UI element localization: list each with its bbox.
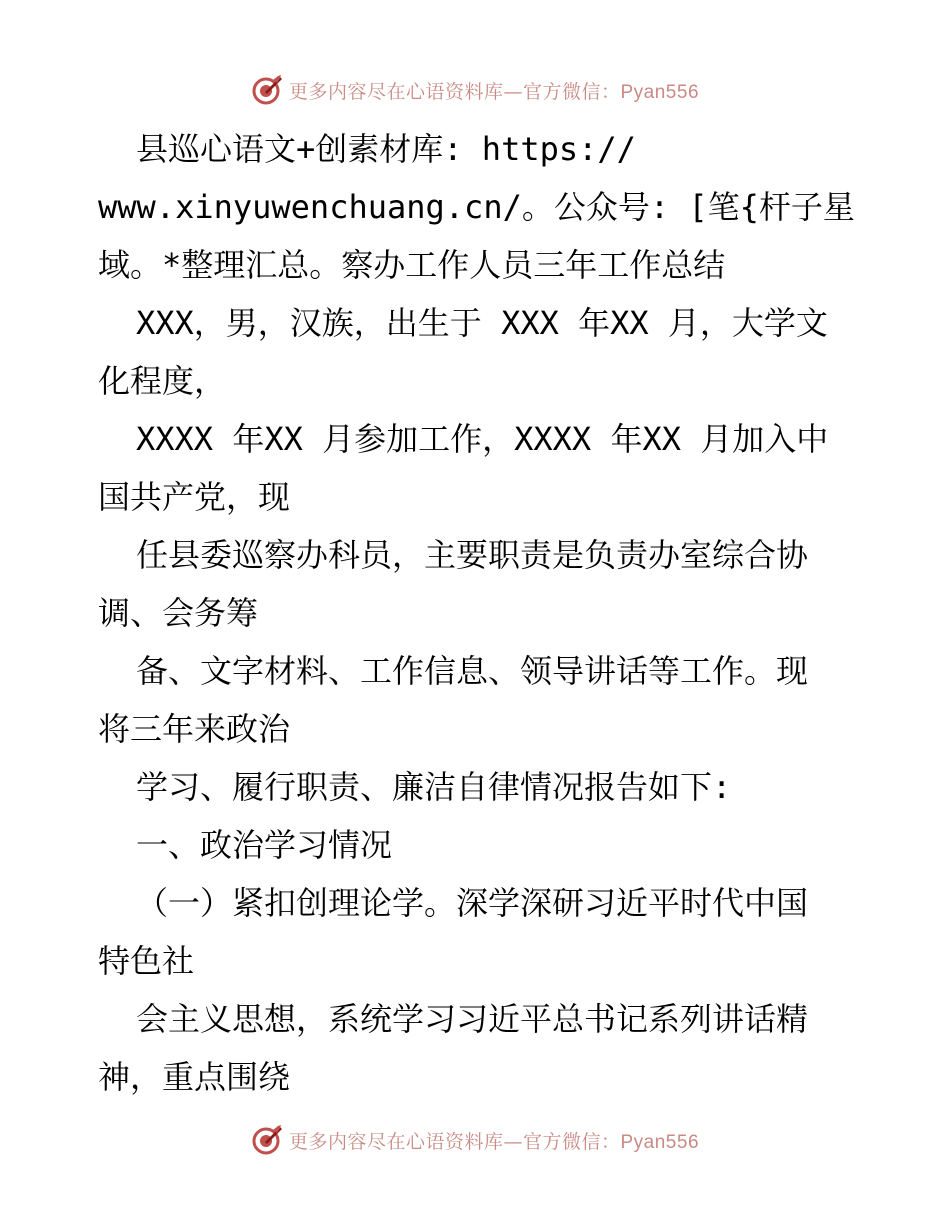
quill-logo-icon xyxy=(251,74,283,106)
document-body xyxy=(98,120,858,1106)
text-line: www.xinyuwenchuang.cn/。公众号: [笔{杆子星 xyxy=(98,188,855,226)
text-line: 备、文字材料、工作信息、领导讲话等工作。现 xyxy=(136,652,809,690)
wechat-id: Pyan556 xyxy=(620,81,700,103)
text-line: 特色社 xyxy=(98,942,195,980)
text-line: 国共产党，现 xyxy=(98,478,291,516)
text-line: 学习、履行职责、廉洁自律情况报告如下: xyxy=(136,768,732,806)
wechat-id: Pyan556 xyxy=(620,1131,700,1153)
footer-banner xyxy=(0,1120,950,1160)
text-line: 域。*整理汇总。察办工作人员三年工作总结 xyxy=(98,246,726,284)
quill-logo-icon xyxy=(251,1124,283,1156)
text-line: （一）紧扣创理论学。深学深研习近平时代中国 xyxy=(136,884,809,922)
banner-text: 更多内容尽在心语资料库—官方微信：Pyan556 xyxy=(288,80,700,103)
text-line: 会主义思想，系统学习习近平总书记系列讲话精 xyxy=(136,1000,809,1038)
text-line: XXX，男，汉族，出生于 XXX 年XX 月，大学文 xyxy=(136,304,828,342)
text-line: XXXX 年XX 月参加工作，XXXX 年XX 月加入中 xyxy=(136,420,829,458)
text-line: 调、会务筹 xyxy=(98,594,259,632)
text-line: 化程度， xyxy=(98,362,227,400)
text-line: 将三年来政治 xyxy=(98,710,291,748)
text-line: 神，重点围绕 xyxy=(98,1058,291,1096)
text-line: 任县委巡察办科员，主要职责是负责办室综合协 xyxy=(136,536,809,574)
header-banner xyxy=(0,70,950,110)
text-line: 一、政治学习情况 xyxy=(136,826,393,864)
text-line: 县巡心语文+创素材库: https:// xyxy=(136,130,636,168)
banner-text: 更多内容尽在心语资料库—官方微信：Pyan556 xyxy=(288,1130,700,1153)
